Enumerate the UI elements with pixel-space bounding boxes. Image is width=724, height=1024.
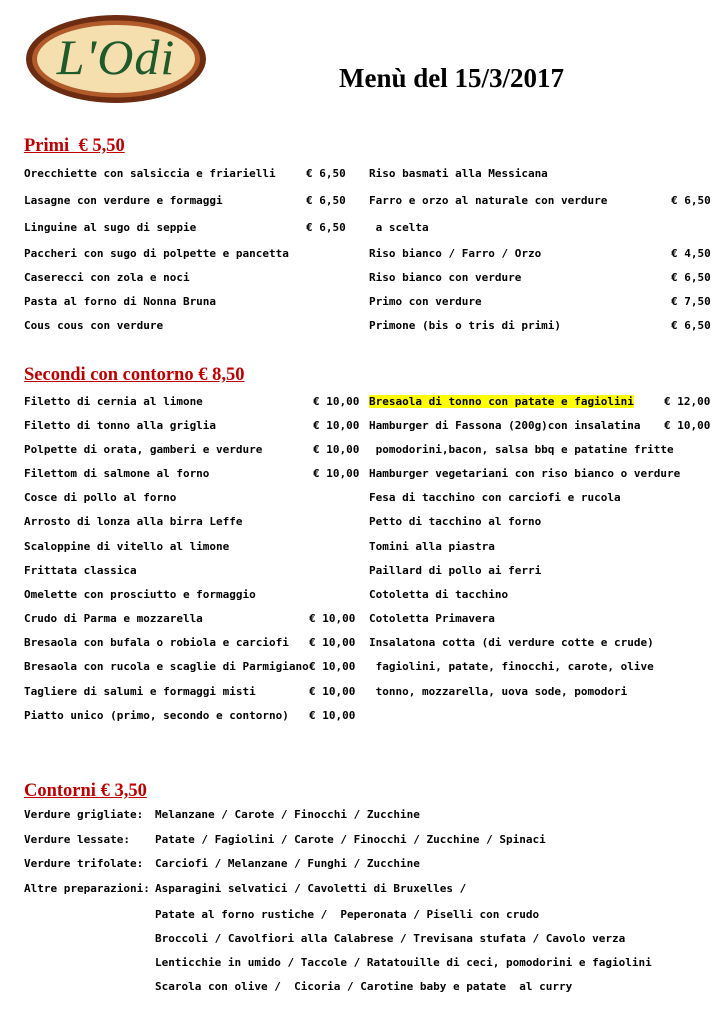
menu-item: Bresaola con bufala o robiola e carciofi	[24, 636, 289, 649]
menu-item: Frittata classica	[24, 564, 137, 577]
contorni-label: Altre preparazioni:	[24, 882, 150, 895]
menu-item-price: € 7,50	[671, 295, 711, 308]
menu-item: pomodorini,bacon, salsa bbq e patatine fritte	[369, 443, 674, 456]
menu-item-price: € 10,00	[313, 467, 360, 480]
menu-item-price: € 6,50	[671, 319, 711, 332]
menu-item: Pasta al forno di Nonna Bruna	[24, 295, 217, 308]
menu-item: Hamburger di Fassona (200g)con insalatina	[369, 419, 641, 432]
menu-item: Riso basmati alla Messicana	[369, 167, 548, 180]
contorni-label: Verdure grigliate:	[24, 808, 144, 821]
menu-item: Primone (bis o tris di primi)	[369, 319, 562, 332]
contorni-items: Patate / Fagiolini / Carote / Finocchi / Zucchine / Spinaci	[155, 833, 546, 846]
menu-item: Scaloppine di vitello al limone	[24, 540, 230, 553]
menu-item: Insalatona cotta (di verdure cotte e crude)	[369, 636, 654, 649]
menu-item-price: € 12,00	[664, 395, 711, 408]
menu-item: Orecchiette con salsiccia e friarielli	[24, 167, 276, 180]
menu-item: Cotoletta di tacchino	[369, 588, 509, 601]
menu-item: Filetto di cernia al limone	[24, 395, 203, 408]
menu-item: Cotoletta Primavera	[369, 612, 495, 625]
contorni-heading: Contorni € 3,50	[24, 781, 147, 801]
menu-item: Tagliere di salumi e formaggi misti	[24, 685, 256, 698]
menu-item-price: € 6,50	[671, 194, 711, 207]
menu-item-price: € 10,00	[309, 612, 356, 625]
highlighted-item-text: Bresaola di tonno con patate e fagiolini	[369, 395, 634, 408]
menu-item-price: € 4,50	[671, 247, 711, 260]
menu-item: Caserecci con zola e noci	[24, 271, 190, 284]
menu-item: fagiolini, patate, finocchi, carote, olive	[369, 660, 654, 673]
menu-item-price: € 10,00	[309, 685, 356, 698]
menu-item-highlighted	[369, 395, 634, 409]
menu-item-price: € 10,00	[309, 709, 356, 722]
menu-item-price: € 6,50	[671, 271, 711, 284]
menu-item: Polpette di orata, gamberi e verdure	[24, 443, 263, 456]
page-title: Menù del 15/3/2017	[339, 63, 565, 93]
menu-item: Arrosto di lonza alla birra Leffe	[24, 515, 243, 528]
menu-item-price: € 10,00	[313, 395, 360, 408]
menu-item: Hamburger vegetariani con riso bianco o verdure	[369, 467, 681, 480]
contorni-items: Patate al forno rustiche / Peperonata / Piselli con crudo	[155, 908, 540, 921]
contorni-label: Verdure trifolate:	[24, 857, 144, 870]
secondi-heading: Secondi con contorno € 8,50	[24, 365, 245, 385]
menu-item-price: € 6,50	[306, 167, 346, 180]
contorni-items: Scarola con olive / Cicoria / Carotine baby e patate al curry	[155, 980, 573, 993]
menu-item: Riso bianco / Farro / Orzo	[369, 247, 542, 260]
menu-item: Filettom di salmone al forno	[24, 467, 210, 480]
menu-item: Primo con verdure	[369, 295, 482, 308]
menu-item: a scelta	[369, 221, 429, 234]
logo-text: L'Odi	[56, 29, 176, 85]
menu-item: Cosce di pollo al forno	[24, 491, 177, 504]
menu-item-price: € 10,00	[313, 419, 360, 432]
menu-item-price: € 6,50	[306, 221, 346, 234]
contorni-label: Verdure lessate:	[24, 833, 130, 846]
menu-item-price: € 10,00	[309, 636, 356, 649]
menu-item: Paccheri con sugo di polpette e pancetta	[24, 247, 289, 260]
menu-item-price: € 6,50	[306, 194, 346, 207]
menu-item-price: € 10,00	[309, 660, 356, 673]
menu-item: Piatto unico (primo, secondo e contorno)	[24, 709, 289, 722]
menu-item-price: € 10,00	[313, 443, 360, 456]
menu-item: tonno, mozzarella, uova sode, pomodori	[369, 685, 628, 698]
contorni-items: Broccoli / Cavolfiori alla Calabrese / Trevisana stufata / Cavolo verza	[155, 932, 626, 945]
menu-item-price: € 10,00	[664, 419, 711, 432]
menu-item: Linguine al sugo di seppie	[24, 221, 197, 234]
menu-item: Bresaola con rucola e scaglie di Parmigiano	[24, 660, 309, 673]
contorni-items: Lenticchie in umido / Taccole / Ratatouille di ceci, pomodorini e fagiolini	[155, 956, 652, 969]
restaurant-logo	[24, 13, 208, 105]
menu-item: Filetto di tonno alla griglia	[24, 419, 217, 432]
contorni-items: Carciofi / Melanzane / Funghi / Zucchine	[155, 857, 420, 870]
menu-item: Omelette con prosciutto e formaggio	[24, 588, 256, 601]
menu-item: Fesa di tacchino con carciofi e rucola	[369, 491, 621, 504]
menu-item: Tomini alla piastra	[369, 540, 495, 553]
menu-item: Farro e orzo al naturale con verdure	[369, 194, 608, 207]
menu-item: Petto di tacchino al forno	[369, 515, 542, 528]
primi-heading: Primi € 5,50	[24, 136, 125, 156]
menu-item: Riso bianco con verdure	[369, 271, 522, 284]
menu-item: Crudo di Parma e mozzarella	[24, 612, 203, 625]
contorni-items: Asparagini selvatici / Cavoletti di Bruxelles /	[155, 882, 467, 895]
menu-item: Paillard di pollo ai ferri	[369, 564, 542, 577]
contorni-items: Melanzane / Carote / Finocchi / Zucchine	[155, 808, 420, 821]
menu-item: Lasagne con verdure e formaggi	[24, 194, 223, 207]
menu-item: Cous cous con verdure	[24, 319, 164, 332]
